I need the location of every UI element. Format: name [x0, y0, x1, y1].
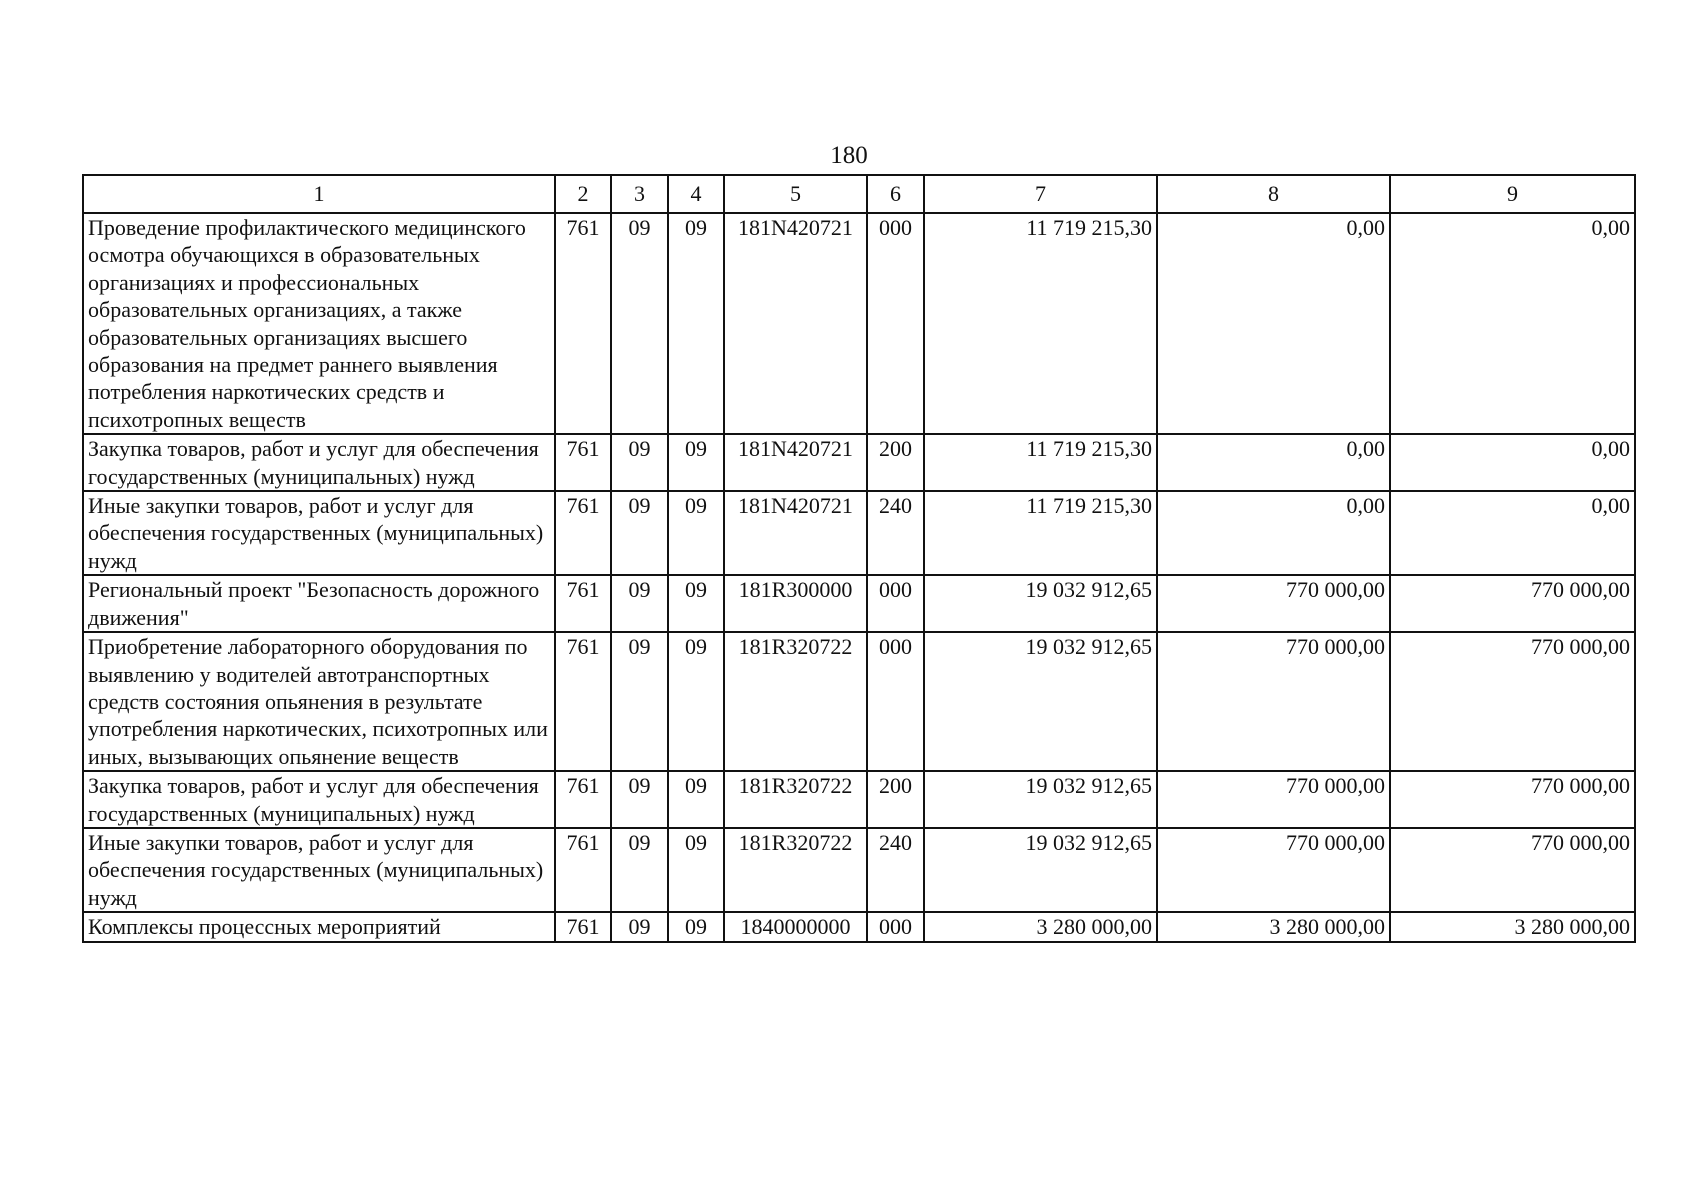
- code-ministry: 761: [555, 575, 611, 632]
- amount-col-7: 11 719 215,30: [924, 491, 1157, 575]
- amount-col-8: 0,00: [1157, 491, 1390, 575]
- header-col-2: 2: [555, 175, 611, 213]
- header-col-3: 3: [611, 175, 668, 213]
- code-subsection: 09: [668, 213, 724, 434]
- code-section: 09: [611, 632, 668, 771]
- code-subsection: 09: [668, 491, 724, 575]
- header-col-6: 6: [867, 175, 924, 213]
- code-section: 09: [611, 828, 668, 912]
- row-name: Проведение профилактического медицинского осмотра обучающихся в образовательных организациях и профессиональных образовательных организациях, а также образовательных организациях высшего образования на предмет раннего выявления потребления наркотических средств и психотропных веществ: [83, 213, 555, 434]
- row-name: Иные закупки товаров, работ и услуг для обеспечения государственных (муниципальных) нужд: [83, 491, 555, 575]
- code-ministry: 761: [555, 491, 611, 575]
- amount-col-9: 3 280 000,00: [1390, 912, 1635, 941]
- code-subsection: 09: [668, 912, 724, 941]
- code-ministry: 761: [555, 434, 611, 491]
- code-expense-type: 000: [867, 912, 924, 941]
- row-name: Приобретение лабораторного оборудования по выявлению у водителей автотранспортных средств состояния опьянения в результате употребления наркотических, психотропных или иных, вызывающих опьянение веществ: [83, 632, 555, 771]
- header-col-8: 8: [1157, 175, 1390, 213]
- amount-col-8: 0,00: [1157, 213, 1390, 434]
- amount-col-7: 11 719 215,30: [924, 213, 1157, 434]
- amount-col-7: 19 032 912,65: [924, 632, 1157, 771]
- code-section: 09: [611, 213, 668, 434]
- code-expense-type: 240: [867, 491, 924, 575]
- header-row: [83, 175, 1635, 213]
- row-name: Региональный проект "Безопасность дорожного движения": [83, 575, 555, 632]
- amount-col-8: 0,00: [1157, 434, 1390, 491]
- header-col-5: 5: [724, 175, 867, 213]
- amount-col-9: 770 000,00: [1390, 632, 1635, 771]
- header-col-9: 9: [1390, 175, 1635, 213]
- code-expense-type: 000: [867, 213, 924, 434]
- code-ministry: 761: [555, 912, 611, 941]
- code-subsection: 09: [668, 828, 724, 912]
- amount-col-7: 11 719 215,30: [924, 434, 1157, 491]
- table-row: [83, 213, 1635, 434]
- code-target-article: 181R320722: [724, 632, 867, 771]
- code-subsection: 09: [668, 632, 724, 771]
- code-target-article: 181N420721: [724, 213, 867, 434]
- amount-col-9: 0,00: [1390, 213, 1635, 434]
- code-section: 09: [611, 912, 668, 941]
- code-ministry: 761: [555, 771, 611, 828]
- row-name: Иные закупки товаров, работ и услуг для обеспечения государственных (муниципальных) нужд: [83, 828, 555, 912]
- amount-col-8: 770 000,00: [1157, 828, 1390, 912]
- page-number: 180: [830, 142, 868, 169]
- code-expense-type: 000: [867, 575, 924, 632]
- table-row: [83, 828, 1635, 912]
- header-col-7: 7: [924, 175, 1157, 213]
- code-ministry: 761: [555, 632, 611, 771]
- code-expense-type: 200: [867, 771, 924, 828]
- amount-col-9: 770 000,00: [1390, 771, 1635, 828]
- table-row: [83, 575, 1635, 632]
- row-name: Закупка товаров, работ и услуг для обеспечения государственных (муниципальных) нужд: [83, 771, 555, 828]
- amount-col-9: 0,00: [1390, 491, 1635, 575]
- code-target-article: 181N420721: [724, 434, 867, 491]
- budget-table: [82, 174, 1636, 943]
- amount-col-9: 770 000,00: [1390, 575, 1635, 632]
- amount-col-9: 0,00: [1390, 434, 1635, 491]
- amount-col-8: 3 280 000,00: [1157, 912, 1390, 941]
- amount-col-9: 770 000,00: [1390, 828, 1635, 912]
- header-col-4: 4: [668, 175, 724, 213]
- code-section: 09: [611, 491, 668, 575]
- row-name: Комплексы процессных мероприятий: [83, 912, 555, 941]
- code-expense-type: 200: [867, 434, 924, 491]
- amount-col-7: 19 032 912,65: [924, 828, 1157, 912]
- row-name: Закупка товаров, работ и услуг для обеспечения государственных (муниципальных) нужд: [83, 434, 555, 491]
- code-target-article: 1840000000: [724, 912, 867, 941]
- code-subsection: 09: [668, 575, 724, 632]
- table-row: [83, 771, 1635, 828]
- amount-col-8: 770 000,00: [1157, 771, 1390, 828]
- code-section: 09: [611, 434, 668, 491]
- table-row: [83, 491, 1635, 575]
- amount-col-8: 770 000,00: [1157, 575, 1390, 632]
- code-expense-type: 240: [867, 828, 924, 912]
- code-subsection: 09: [668, 434, 724, 491]
- amount-col-7: 3 280 000,00: [924, 912, 1157, 941]
- code-section: 09: [611, 575, 668, 632]
- code-section: 09: [611, 771, 668, 828]
- amount-col-7: 19 032 912,65: [924, 771, 1157, 828]
- amount-col-7: 19 032 912,65: [924, 575, 1157, 632]
- code-target-article: 181R320722: [724, 771, 867, 828]
- code-target-article: 181R320722: [724, 828, 867, 912]
- table-row: [83, 912, 1635, 941]
- code-subsection: 09: [668, 771, 724, 828]
- code-expense-type: 000: [867, 632, 924, 771]
- header-col-1: 1: [83, 175, 555, 213]
- code-ministry: 761: [555, 213, 611, 434]
- amount-col-8: 770 000,00: [1157, 632, 1390, 771]
- code-ministry: 761: [555, 828, 611, 912]
- code-target-article: 181R300000: [724, 575, 867, 632]
- code-target-article: 181N420721: [724, 491, 867, 575]
- table-row: [83, 632, 1635, 771]
- table-row: [83, 434, 1635, 491]
